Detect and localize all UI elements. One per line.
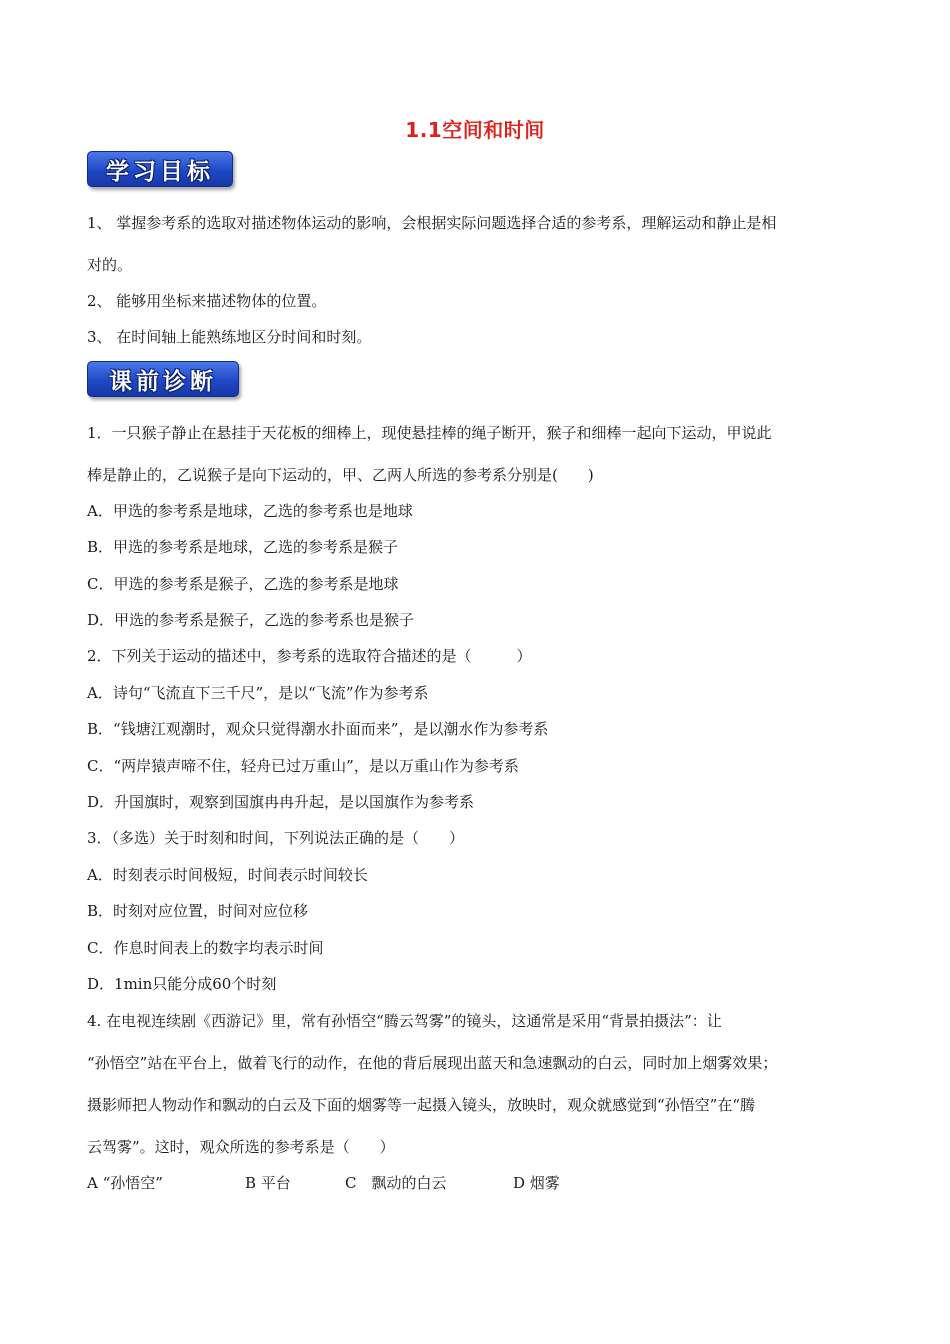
question-3-option-c: C．作息时间表上的数字均表示时间 — [87, 939, 324, 957]
goal-item: 2、 能够用坐标来描述物体的位置。 — [87, 292, 327, 310]
question-1-option-c: C．甲选的参考系是猴子，乙选的参考系是地球 — [87, 575, 399, 593]
section-badge-pre-class-diagnosis — [87, 361, 239, 397]
goal-item: 3、 在时间轴上能熟练地区分时间和时刻。 — [87, 328, 372, 346]
question-4-option-a: A “孙悟空” — [87, 1174, 163, 1192]
section-label: 课前诊断 — [109, 368, 217, 395]
question-2-option-b: B．“钱塘江观潮时，观众只觉得潮水扑面而来”，是以潮水作为参考系 — [87, 720, 549, 738]
question-4-option-d: D 烟雾 — [513, 1174, 560, 1192]
question-1-option-b: B．甲选的参考系是地球，乙选的参考系是猴子 — [87, 538, 399, 556]
question-2-option-d: D．升国旗时，观察到国旗冉冉升起，是以国旗作为参考系 — [87, 793, 475, 811]
question-4-stem-continuation: “孙悟空”站在平台上，做着飞行的动作，在他的背后展现出蓝天和急速飘动的白云，同时加上烟雾效果； — [87, 1054, 778, 1072]
question-4-stem-continuation: 摄影师把人物动作和飘动的白云及下面的烟雾等一起摄入镜头，放映时，观众就感觉到“孙悟空”在“腾 — [87, 1096, 756, 1114]
question-2-stem: 2．下列关于运动的描述中，参考系的选取符合描述的是（ ） — [87, 647, 532, 665]
question-3-option-d: D．1min只能分成60个时刻 — [87, 975, 277, 993]
page-title: 1.1空间和时间 — [405, 118, 545, 142]
goal-item-continuation: 对的。 — [87, 256, 133, 274]
section-label: 学习目标 — [106, 158, 214, 185]
question-4-option-c: C 飘动的白云 — [345, 1174, 447, 1192]
question-3-stem: 3．（多选）关于时刻和时间，下列说法正确的是（ ） — [87, 829, 465, 847]
question-1-option-a: A．甲选的参考系是地球，乙选的参考系也是地球 — [87, 502, 413, 520]
section-badge-learning-goals — [87, 151, 233, 187]
question-4-option-b: B 平台 — [245, 1174, 291, 1192]
question-3-option-b: B．时刻对应位置，时间对应位移 — [87, 902, 309, 920]
question-4-stem-continuation: 云驾雾”。这时，观众所选的参考系是（ ） — [87, 1138, 395, 1156]
question-1-stem-continuation: 棒是静止的，乙说猴子是向下运动的，甲、乙两人所选的参考系分别是( ) — [87, 466, 594, 484]
question-2-option-c: C．“两岸猿声啼不住，轻舟已过万重山”，是以万重山作为参考系 — [87, 757, 519, 775]
question-4-options — [87, 1173, 687, 1193]
goal-item: 1、 掌握参考系的选取对描述物体运动的影响，会根据实际问题选择合适的参考系，理解运动和静止是相 — [87, 214, 777, 232]
question-4-stem: 4. 在电视连续剧《西游记》里，常有孙悟空“腾云驾雾”的镜头，这通常是采用“背景拍摄法”：让 — [87, 1012, 722, 1030]
question-2-option-a: A．诗句“飞流直下三千尺”，是以“飞流”作为参考系 — [87, 684, 429, 702]
question-3-option-a: A．时刻表示时间极短，时间表示时间较长 — [87, 866, 368, 884]
question-1-stem: 1．一只猴子静止在悬挂于天花板的细棒上，现使悬挂棒的绳子断开，猴子和细棒一起向下运动，甲说此 — [87, 424, 772, 442]
question-1-option-d: D．甲选的参考系是猴子，乙选的参考系也是猴子 — [87, 611, 415, 629]
